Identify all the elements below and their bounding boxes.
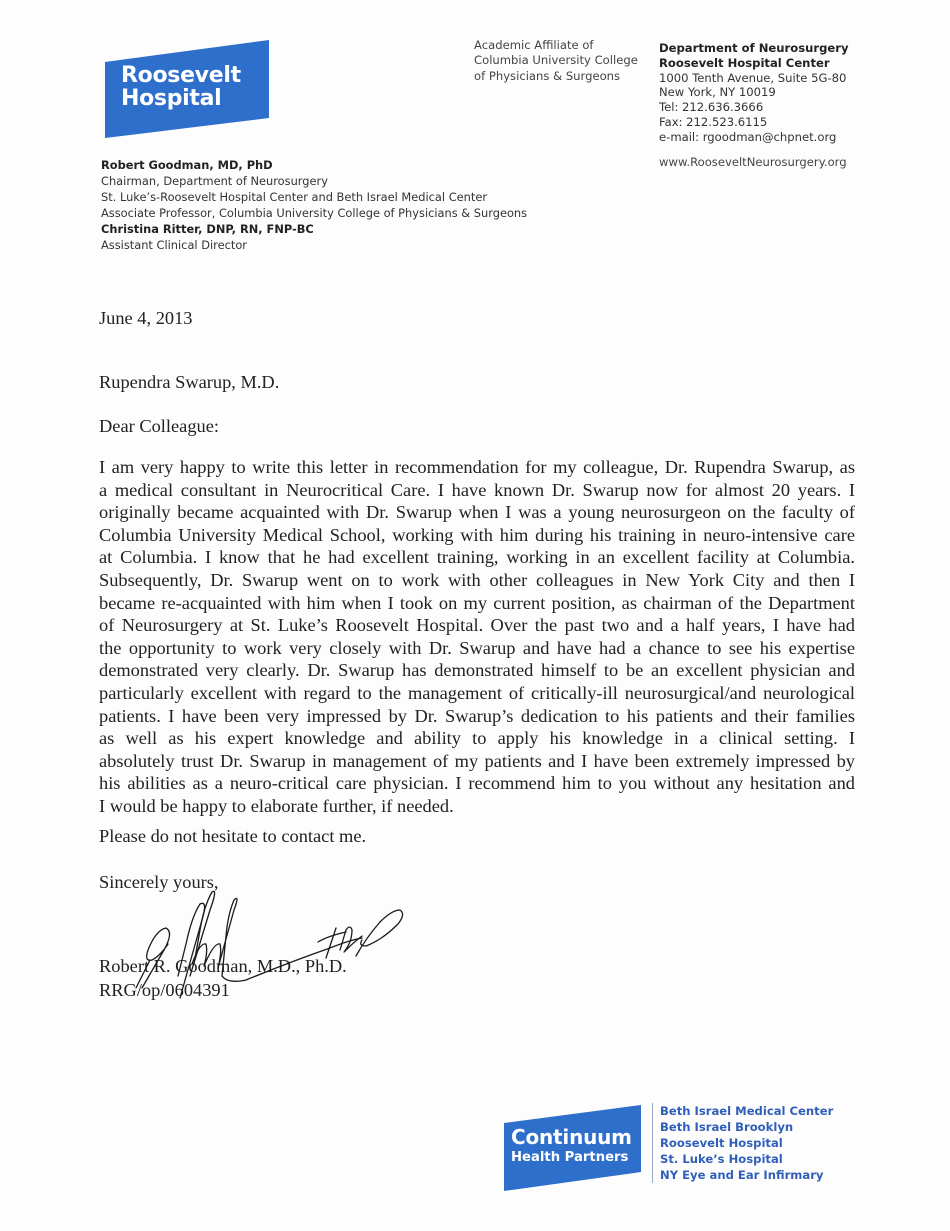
assistant-name: Christina Ritter, DNP, RN, FNP-BC [101,221,314,236]
department-contact [659,41,849,169]
chair-title: St. Luke’s-Roosevelt Hospital Center and Beth Israel Medical Center [101,189,488,204]
body-line: patients. I have been very impressed by Dr. Swarup’s dedication to his patients and their families [99,705,855,726]
logo-text [121,64,241,110]
body-line: demonstrated very clearly. Dr. Swarup has demonstrated himself to be an excellent physician and [99,660,855,681]
member-hospital: Beth Israel Medical Center [660,1104,834,1118]
chair-name: Robert Goodman, MD, PhD [101,158,273,172]
recipient: Rupendra Swarup, M.D. [99,372,280,392]
member-hospital: St. Luke’s Hospital [660,1152,783,1166]
academic-affiliate [474,38,638,84]
body-line: at Columbia. I know that he had excellent training, working in an excellent facility at Columbia. [99,547,855,568]
affiliate-line: of Physicians & Surgeons [474,68,621,83]
body-line: the opportunity to work very closely with Dr. Swarup and have had a chance to see his expertise [99,637,855,658]
body-line: Subsequently, Dr. Swarup went on to work with other colleagues in New York City and then I [99,569,855,590]
body-line: absolutely trust Dr. Swarup in management of my patients and I have been extremely impressed by [99,750,855,771]
address-line-2: New York, NY 10019 [659,85,776,100]
logo-line-1: Roosevelt [121,63,241,88]
body-line: his abilities as a neuro-critical care physician. I recommend him to you without any hesitation and [99,773,855,794]
assistant-title: Assistant Clinical Director [101,237,247,252]
footer-logo-line-1: Continuum [511,1125,632,1149]
roosevelt-hospital-logo [104,40,270,139]
footer-logo-line-2: Health Partners [511,1150,629,1165]
signer-name: Robert R. Goodman, M.D., Ph.D. [99,956,347,976]
affiliate-line: Columbia University College [474,53,638,68]
department-name: Department of Neurosurgery [659,41,849,55]
affiliate-line: Academic Affiliate of [474,38,594,52]
website: www.RooseveltNeurosurgery.org [659,154,847,169]
body-line: particularly excellent with regard to the management of critically-ill neurosurgical/and neurological [99,682,855,703]
telephone: Tel: 212.636.3666 [659,100,764,115]
footer-divider [652,1103,653,1183]
member-hospital: Roosevelt Hospital [660,1136,783,1150]
letter-date: June 4, 2013 [99,308,193,328]
body-line: of Neurosurgery at St. Luke’s Roosevelt Hospital. Over the past two and a half years, I have had [99,615,855,636]
sign-off: Sincerely yours, [99,872,219,892]
member-hospitals-list [660,1103,833,1183]
body-line: originally became acquainted with Dr. Swarup when I was a young neurosurgeon on the faculty of [99,502,855,523]
address-line-1: 1000 Tenth Avenue, Suite 5G-80 [659,70,847,85]
member-hospital: NY Eye and Ear Infirmary [660,1168,824,1182]
body-line: a medical consultant in Neurocritical Care. I have known Dr. Swarup now for almost 20 years. I [99,479,855,500]
staff-listing [101,158,527,253]
body-line: became re-acquainted with him when I took on my current position, as chairman of the Department [99,592,855,613]
member-hospital: Beth Israel Brooklyn [660,1120,794,1134]
chair-title: Associate Professor, Columbia University College of Physicians & Surgeons [101,205,528,220]
fax: Fax: 212.523.6115 [659,114,768,129]
body-line: I am very happy to write this letter in recommendation for my colleague, Dr. Rupendra Swarup, as [99,457,855,477]
chair-title: Chairman, Department of Neurosurgery [101,173,328,188]
continuum-health-partners-logo [503,1104,642,1192]
body-line: I would be happy to elaborate further, if needed. [99,795,454,816]
closing-line: Please do not hesitate to contact me. [99,826,367,846]
reference-code: RRG/op/0604391 [99,980,230,1000]
salutation: Dear Colleague: [99,416,219,436]
body-line: Columbia University Medical School, working with him during his training in neuro-intensive care [99,524,855,545]
logo-line-2: Hospital [121,86,222,111]
handwritten-signature [130,880,410,1000]
body-line: as well as his expert knowledge and ability to apply his knowledge in a clinical setting. I [99,728,855,749]
email: e-mail: rgoodman@chpnet.org [659,129,837,144]
letter-body [99,456,855,818]
hospital-center: Roosevelt Hospital Center [659,55,830,70]
